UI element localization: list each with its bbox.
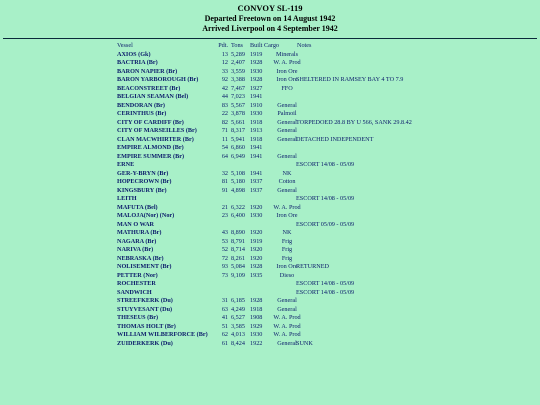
vessel-cell: BACTRIA (Br) <box>117 59 158 66</box>
vessel-cell: PETTER (Nor) <box>117 271 158 279</box>
built-cell: 1928 <box>250 263 263 270</box>
tons-cell: 8,317 <box>231 127 245 134</box>
pdt-cell: 73 <box>221 271 228 279</box>
cargo-cell: Frig <box>281 246 293 253</box>
vessel-cell: ERNE <box>117 161 135 168</box>
column-header-notes: Notes <box>297 42 312 49</box>
pdt-cell: 51 <box>221 322 228 330</box>
built-cell: 1930 <box>250 67 263 75</box>
built-cell: 1920 <box>250 203 263 211</box>
table-row <box>0 127 540 136</box>
pdt-cell: 92 <box>221 76 228 83</box>
built-cell: 1918 <box>250 118 263 126</box>
notes-cell: ESCORT 14/08 - 05/09 <box>296 288 355 296</box>
built-cell: 1919 <box>250 237 263 245</box>
tons-cell: 7,467 <box>231 84 245 92</box>
pdt-cell: 82 <box>221 118 228 126</box>
vessel-cell: CLAN MACWHIRTER (Br) <box>117 135 194 143</box>
vessel-cell: THESEUS (Br) <box>117 314 159 321</box>
vessel-cell: NARIVA (Br) <box>117 246 154 253</box>
cargo-cell: W. A. Prod <box>273 322 301 330</box>
built-cell: 1941 <box>250 93 263 100</box>
table-row <box>0 195 540 204</box>
pdt-cell: 42 <box>221 84 228 92</box>
table-row <box>0 212 540 221</box>
vessel-cell: STUYVESANT (Du) <box>117 305 173 313</box>
vessel-cell: BARON YARBOROUGH (Br) <box>117 76 199 83</box>
cargo-cell: General <box>277 127 297 134</box>
pdt-cell: 31 <box>221 297 228 304</box>
tons-cell: 5,567 <box>231 101 245 109</box>
table-row <box>0 51 540 60</box>
cargo-cell: Frig <box>281 237 293 245</box>
built-cell: 1910 <box>250 101 263 109</box>
built-cell: 1941 <box>250 169 263 177</box>
built-cell: 1928 <box>250 297 263 304</box>
notes-cell: ESCORT 14/08 - 05/09 <box>296 280 355 287</box>
tons-cell: 6,400 <box>231 212 245 219</box>
header-divider <box>3 38 537 39</box>
notes-cell: RETURNED <box>296 263 329 270</box>
vessel-cell: MAFUTA (Bel) <box>117 203 158 211</box>
notes-cell: TORPEDOED 28.8 BY U 566, SANK 29.8.42 <box>296 118 412 126</box>
built-cell: 1920 <box>250 229 263 236</box>
tons-cell: 8,261 <box>231 254 245 262</box>
vessel-cell: THOMAS HOLT (Br) <box>117 322 176 330</box>
cargo-cell: General <box>277 297 297 304</box>
built-cell: 1928 <box>250 59 263 66</box>
built-cell: 1941 <box>250 144 263 151</box>
departed-line: Departed Freetown on 14 August 1942 <box>204 13 336 23</box>
table-row <box>0 153 540 162</box>
table-row <box>0 255 540 264</box>
vessel-cell: AXIOS (Gk) <box>117 50 151 58</box>
tons-cell: 7,023 <box>231 93 245 100</box>
pdt-cell: 41 <box>221 314 228 321</box>
notes-cell: SUNK <box>296 339 313 347</box>
table-row <box>0 161 540 170</box>
table-row <box>0 280 540 289</box>
built-cell: 1929 <box>250 322 263 330</box>
tons-cell: 5,180 <box>231 178 245 185</box>
column-header-built: Built <box>250 42 263 49</box>
built-cell: 1922 <box>250 339 263 347</box>
vessel-cell: BENDORAN (Br) <box>117 101 165 109</box>
vessel-cell: BEACONSTREET (Br) <box>117 84 181 92</box>
table-row <box>0 272 540 281</box>
pdt-cell: 13 <box>221 50 228 58</box>
table-row <box>0 144 540 153</box>
table-row <box>0 110 540 119</box>
pdt-cell: 61 <box>221 339 228 347</box>
table-row <box>0 246 540 255</box>
tons-cell: 6,322 <box>231 203 245 211</box>
vessel-cell: CITY OF CARDIFF (Br) <box>117 118 184 126</box>
cargo-cell: NK <box>282 229 292 236</box>
pdt-cell: 64 <box>221 152 228 160</box>
table-row <box>0 297 540 306</box>
tons-cell: 5,661 <box>231 118 245 126</box>
table-row <box>0 76 540 85</box>
cargo-cell: General <box>277 339 297 347</box>
built-cell: 1908 <box>250 314 263 321</box>
table-row <box>0 331 540 340</box>
cargo-cell: Cotton <box>278 178 296 185</box>
vessel-cell: HOPECROWN (Br) <box>117 178 172 185</box>
column-header-tons: Tons <box>231 42 243 49</box>
cargo-cell: Palmoil <box>277 110 297 117</box>
table-row <box>0 340 540 349</box>
table-row <box>0 59 540 68</box>
built-cell: 1937 <box>250 186 263 194</box>
vessel-cell: WILLIAM WILBERFORCE (Br) <box>117 331 208 338</box>
tons-cell: 3,585 <box>231 322 245 330</box>
built-cell: 1930 <box>250 110 263 117</box>
column-header-pdt: Pdt. <box>218 42 228 49</box>
cargo-cell: General <box>277 101 297 109</box>
tons-cell: 6,185 <box>231 297 245 304</box>
notes-cell: DETACHED INDEPENDENT <box>296 135 374 143</box>
vessel-cell: ZUIDERKERK (Du) <box>117 339 173 347</box>
table-row <box>0 314 540 323</box>
table-row <box>0 136 540 145</box>
table-row <box>0 289 540 298</box>
cargo-cell: General <box>277 135 297 143</box>
cargo-cell: W. A. Prod <box>273 59 301 66</box>
page-title: CONVOY SL-119 <box>237 3 303 13</box>
tons-cell: 5,941 <box>231 135 245 143</box>
cargo-cell: General <box>277 305 297 313</box>
tons-cell: 3,559 <box>231 67 245 75</box>
ship-rows <box>0 51 540 349</box>
tons-cell: 4,249 <box>231 305 245 313</box>
vessel-cell: MATHURA (Br) <box>117 229 162 236</box>
vessel-cell: ROCHESTER <box>117 280 156 287</box>
table-row <box>0 102 540 111</box>
cargo-cell: Frig <box>281 254 293 262</box>
cargo-cell: W. A. Prod <box>273 331 301 338</box>
pdt-cell: 12 <box>221 59 228 66</box>
vessel-cell: SANDWICH <box>117 288 152 296</box>
vessel-cell: NAGARA (Br) <box>117 237 157 245</box>
vessel-cell: NEBRASKA (Br) <box>117 254 164 262</box>
table-row <box>0 229 540 238</box>
cargo-cell: FFO <box>281 84 293 92</box>
cargo-cell: W. A. Prod <box>273 203 301 211</box>
ships-table <box>0 42 540 348</box>
cargo-cell: Minerals <box>276 50 298 58</box>
tons-cell: 6,860 <box>231 144 245 151</box>
vessel-cell: CITY OF MARSEILLES (Br) <box>117 127 197 134</box>
tons-cell: 6,949 <box>231 152 245 160</box>
built-cell: 1919 <box>250 50 263 58</box>
tons-cell: 4,898 <box>231 186 245 194</box>
pdt-cell: 71 <box>221 127 228 134</box>
pdt-cell: 83 <box>221 101 228 109</box>
arrived-line: Arrived Liverpool on 4 September 1942 <box>202 24 338 33</box>
notes-cell: ESCORT 14/08 - 05/09 <box>296 161 355 168</box>
built-cell: 1941 <box>250 152 263 160</box>
table-header <box>0 42 540 51</box>
cargo-cell: Iron Ore <box>276 67 298 75</box>
vessel-cell: NOLISEMENT (Br) <box>117 263 172 270</box>
pdt-cell: 93 <box>221 263 228 270</box>
built-cell: 1913 <box>250 127 263 134</box>
built-cell: 1920 <box>250 254 263 262</box>
convoy-header <box>0 0 540 35</box>
built-cell: 1937 <box>250 178 263 185</box>
tons-cell: 8,791 <box>231 237 245 245</box>
table-row <box>0 221 540 230</box>
cargo-cell: Iron Ore <box>276 212 298 219</box>
tons-cell: 8,424 <box>231 339 245 347</box>
table-row <box>0 170 540 179</box>
table-row <box>0 263 540 272</box>
table-row <box>0 85 540 94</box>
cargo-cell: General <box>277 186 297 194</box>
built-cell: 1927 <box>250 84 263 92</box>
cargo-cell: General <box>277 118 297 126</box>
table-row <box>0 306 540 315</box>
table-row <box>0 187 540 196</box>
tons-cell: 3,878 <box>231 110 245 117</box>
vessel-cell: EMPIRE SUMMER (Br) <box>117 152 185 160</box>
cargo-cell: General <box>277 152 297 160</box>
built-cell: 1918 <box>250 305 263 313</box>
vessel-cell: MAN O WAR <box>117 220 155 228</box>
table-row <box>0 68 540 77</box>
table-row <box>0 238 540 247</box>
tons-cell: 6,527 <box>231 314 245 321</box>
vessel-cell: LEITH <box>117 195 137 202</box>
column-header-vessel: Vessel <box>117 42 133 49</box>
pdt-cell: 62 <box>221 331 228 338</box>
pdt-cell: 22 <box>221 110 228 117</box>
pdt-cell: 91 <box>221 186 228 194</box>
cargo-cell: Iron Ore <box>276 76 298 83</box>
tons-cell: 5,289 <box>231 50 245 58</box>
pdt-cell: 53 <box>221 237 228 245</box>
vessel-cell: MALOJA(Nor) (Nor) <box>117 212 175 219</box>
cargo-cell: NK <box>282 169 292 177</box>
built-cell: 1930 <box>250 331 263 338</box>
pdt-cell: 44 <box>221 93 228 100</box>
pdt-cell: 63 <box>221 305 228 313</box>
pdt-cell: 33 <box>221 67 228 75</box>
notes-cell: ESCORT 05/09 - 05/09 <box>296 220 355 228</box>
notes-cell: SHELTERED IN RAMSEY BAY 4 TO 7.9 <box>296 76 404 83</box>
tons-cell: 9,109 <box>231 271 245 279</box>
pdt-cell: 54 <box>221 144 228 151</box>
table-row <box>0 204 540 213</box>
tons-cell: 8,714 <box>231 246 245 253</box>
table-row <box>0 178 540 187</box>
cargo-cell: W. A. Prod <box>273 314 301 321</box>
cargo-cell: Dieso <box>279 271 295 279</box>
pdt-cell: 21 <box>221 203 228 211</box>
pdt-cell: 23 <box>221 212 228 219</box>
built-cell: 1918 <box>250 135 263 143</box>
tons-cell: 8,890 <box>231 229 245 236</box>
table-row <box>0 119 540 128</box>
vessel-cell: BELGIAN SEAMAN (Bel) <box>117 93 189 100</box>
notes-cell: ESCORT 14/08 - 05/09 <box>296 195 355 202</box>
built-cell: 1920 <box>250 246 263 253</box>
tons-cell: 5,108 <box>231 169 245 177</box>
vessel-cell: STREEFKERK (Du) <box>117 297 173 304</box>
pdt-cell: 32 <box>221 169 228 177</box>
column-header-cargo: Cargo <box>264 42 280 49</box>
tons-cell: 5,084 <box>231 263 245 270</box>
vessel-cell: KINGSBURY (Br) <box>117 186 167 194</box>
table-row <box>0 93 540 102</box>
pdt-cell: 81 <box>221 178 228 185</box>
pdt-cell: 52 <box>221 246 228 253</box>
table-row <box>0 323 540 332</box>
built-cell: 1928 <box>250 76 263 83</box>
pdt-cell: 43 <box>221 229 228 236</box>
vessel-cell: BARON NAPIER (Br) <box>117 67 178 75</box>
pdt-cell: 11 <box>222 135 228 143</box>
tons-cell: 4,013 <box>231 331 245 338</box>
vessel-cell: EMPIRE ALMOND (Br) <box>117 144 184 151</box>
vessel-cell: GER-Y-BRYN (Br) <box>117 169 169 177</box>
cargo-cell: Iron Ore <box>276 263 298 270</box>
built-cell: 1935 <box>250 271 263 279</box>
pdt-cell: 72 <box>221 254 228 262</box>
vessel-cell: CERINTHUS (Br) <box>117 110 167 117</box>
built-cell: 1930 <box>250 212 263 219</box>
tons-cell: 3,388 <box>231 76 245 83</box>
tons-cell: 2,407 <box>231 59 245 66</box>
